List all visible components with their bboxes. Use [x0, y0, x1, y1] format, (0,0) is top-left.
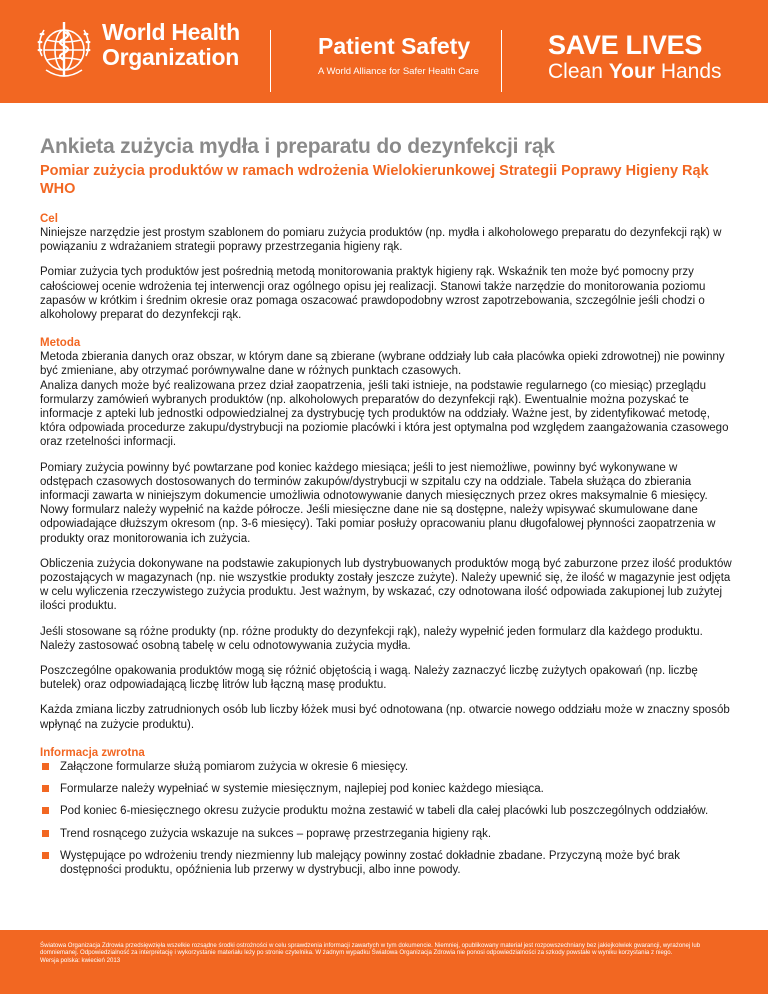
save-lives-sub-bold: Your: [608, 60, 655, 83]
header-banner: [0, 0, 768, 103]
paragraph: Poszczególne opakowania produktów mogą się różnić objętością i wagą. Należy zaznaczyć liczbę zużytych opakowań (np. liczbę butelek) oraz odpowiadającą liczbę litrów lub łączną masę produktu.: [40, 665, 698, 692]
list-item-text: Występujące po wdrożeniu trendy niezmienny lub malejący powinny zostać dokładnie zbadane. Przyczyną może być brak dostępności produktu, opóźnienia lub przerwy w dystrybucji, albo inne powody.: [60, 849, 680, 876]
feedback-list: [40, 760, 732, 877]
paragraph: Jeśli stosowane są różne produkty (np. różne produkty do dezynfekcji rąk), należy wypełnić jeden formularz dla każdego produktu. Należy zastosować osobną tabelę w celu odnotowywania zużycia mydła.: [40, 625, 703, 652]
paragraph: Analiza danych może być realizowana przez dział zaopatrzenia, jeśli taki istnieje, na podstawie regularnego (co miesiąc) przeglądu formularzy zamówień wybranych produktów (np. alkoholowych preparatów do dezynfekcji rąk). Ewentualnie można pozyskać te informacje z apteki lub jednostki odpowiedzialnej za dystrybucję tych produktów na oddziały. Ważne jest, by zidentyfikować metodę, która odpowiada procedurze zakupu/dystrybucji na poziomie placówki i która jest optymalna pod względem zaangażowania czasowego oraz rzetelności informacji.: [40, 379, 729, 449]
list-item: [40, 760, 732, 774]
save-lives-block: [548, 31, 722, 84]
document-title: Ankieta zużycia mydła i preparatu do dezynfekcji rąk: [40, 135, 555, 158]
paragraph: Niniejsze narzędzie jest prostym szablonem do pomiaru zużycia produktów (np. mydła i alkoholowego preparatu do dezynfekcji rąk) w powiązaniu z wdrażaniem strategii poprawy przestrzegania higieny rąk.: [40, 227, 722, 254]
bullet-square-icon: [42, 785, 49, 792]
who-name-line2: Organization: [102, 44, 239, 70]
who-name-line1: World Health: [102, 19, 240, 45]
footer-banner: [0, 930, 768, 994]
bullet-square-icon: [42, 852, 49, 859]
paragraph: Każda zmiana liczby zatrudnionych osób lub liczby łóżek musi być odnotowana (np. otwarcie nowego oddziału może w znaczny sposób wpłynąć na zużycie produktu).: [40, 704, 730, 731]
paragraph: Obliczenia zużycia dokonywane na podstawie zakupionych lub dystrybuowanych produktów mogą być zaburzone przez ilość produktów pozostających w magazynach (np. nie wszystkie produkty zostały jeszcze zużyte). Należy upewnić się, że ilość w magazynie jest odjęta w celu wyliczenia rzeczywistego zużycia produktu. Jest ważnym, by wskazać, czy odnotowana ilość odpowiada zakupionej lub zużytej ilości produktu.: [40, 557, 732, 613]
footer-version: Wersja polska: kwiecień 2013: [40, 956, 121, 964]
save-lives-subtitle: [548, 60, 722, 84]
section-heading-cel: Cel: [40, 213, 58, 225]
bullet-square-icon: [42, 763, 49, 770]
paragraph: Pomiar zużycia tych produktów jest pośrednią metodą monitorowania praktyk higieny rąk. Wskaźnik ten może być pomocny przy całościowej ocenie wdrożenia tej interwencji oraz ogólnego opisu jej realizacji. Stanowi także narzędzie do monitorowania poziomu zapasów w krótkim i średnim okresie oraz pomaga oszacować prawdopodobny wzrost zapotrzebowania, szczególnie jeśli chodzi o alkoholowy preparat do dezynfekcji rąk.: [40, 266, 706, 322]
list-item: [40, 827, 732, 841]
list-item: [40, 782, 732, 796]
section-heading-informacja-zwrotna: Informacja zwrotna: [40, 746, 145, 759]
list-item-text: Załączone formularze służą pomiarom zużycia w okresie 6 miesięcy.: [60, 760, 409, 773]
document-body: [40, 135, 732, 885]
list-item-text: Formularze należy wypełniać w systemie miesięcznym, najlepiej pod koniec każdego miesiąca.: [60, 783, 544, 796]
footer-text: [40, 942, 736, 964]
patient-safety-title: Patient Safety: [318, 33, 471, 59]
footer-disclaimer: Światowa Organizacja Zdrowia przedsięwzięła wszelkie rozsądne środki ostrożności w celu sprawdzenia informacji zawartych w tym dokumencie. Niemniej, opublikowany materiał jest rozpowszechniany bez jakiejkolwiek gwarancji, wyrażonej lub domniemanej. Odpowiedzialność za interpretację i wykorzystanie materiału leży po stronie czytelnika. W żadnym wypadku Światowa Organizacja Zdrowia nie ponosi odpowiedzialności za szkody powstałe w wyniku korzystania z niego.: [40, 942, 701, 957]
document-subtitle: Pomiar zużycia produktów w ramach wdrożenia Wielokierunkowej Strategii Poprawy Higieny Rąk WHO: [40, 163, 709, 197]
header-divider: [270, 30, 271, 92]
patient-safety-subtitle: A World Alliance for Safer Health Care: [318, 66, 479, 77]
bullet-square-icon: [42, 830, 49, 837]
save-lives-title: SAVE LIVES: [548, 30, 703, 60]
save-lives-sub-post: Hands: [654, 60, 722, 83]
list-item: [40, 804, 732, 818]
who-emblem-icon: [30, 16, 98, 84]
paragraph: Metoda zbierania danych oraz obszar, w którym dane są zbierane (wybrane oddziały lub cała placówka opieki zdrowotnej) nie powinny być zmieniane, aby otrzymać porównywalne dane w różnych punktach czasowych.: [40, 351, 725, 378]
save-lives-sub-pre: Clean: [548, 60, 609, 83]
bullet-square-icon: [42, 807, 49, 814]
list-item-text: Pod koniec 6-miesięcznego okresu zużycie produktu można zestawić w tabeli dla całej placówki lub poszczególnych oddziałów.: [60, 805, 709, 818]
who-wordmark: [102, 20, 240, 70]
section-heading-metoda: Metoda: [40, 337, 81, 350]
patient-safety-block: [318, 33, 479, 77]
paragraph: Pomiary zużycia powinny być powtarzane pod koniec każdego miesiąca; jeśli to jest niemożliwe, powinny być wykonywane w odstępach czasowych dostosowanych do terminów zakupów/dystrybucji w szpitalu czy na oddziale. Tabela służąca do zbierania informacji zawarta w niniejszym dokumencie umożliwia odnotowywanie danych miesięcznych przez okres maksymalnie 6 miesięcy. Nowy formularz należy wypełnić na każde półrocze. Jeśli miesięczne dane nie są dostępne, należy wpisywać skumulowane dane odpowiadające dłuższym okresom (np. 3-6 miesięcy). Taki pomiar posłuży opracowaniu planu długofalowej płynności zaopatrzenia w produkty oraz monitorowania ich zużycia.: [40, 461, 716, 545]
list-item: [40, 849, 732, 877]
header-divider: [501, 30, 502, 92]
list-item-text: Trend rosnącego zużycia wskazuje na sukces – poprawę przestrzegania higieny rąk.: [60, 827, 492, 840]
